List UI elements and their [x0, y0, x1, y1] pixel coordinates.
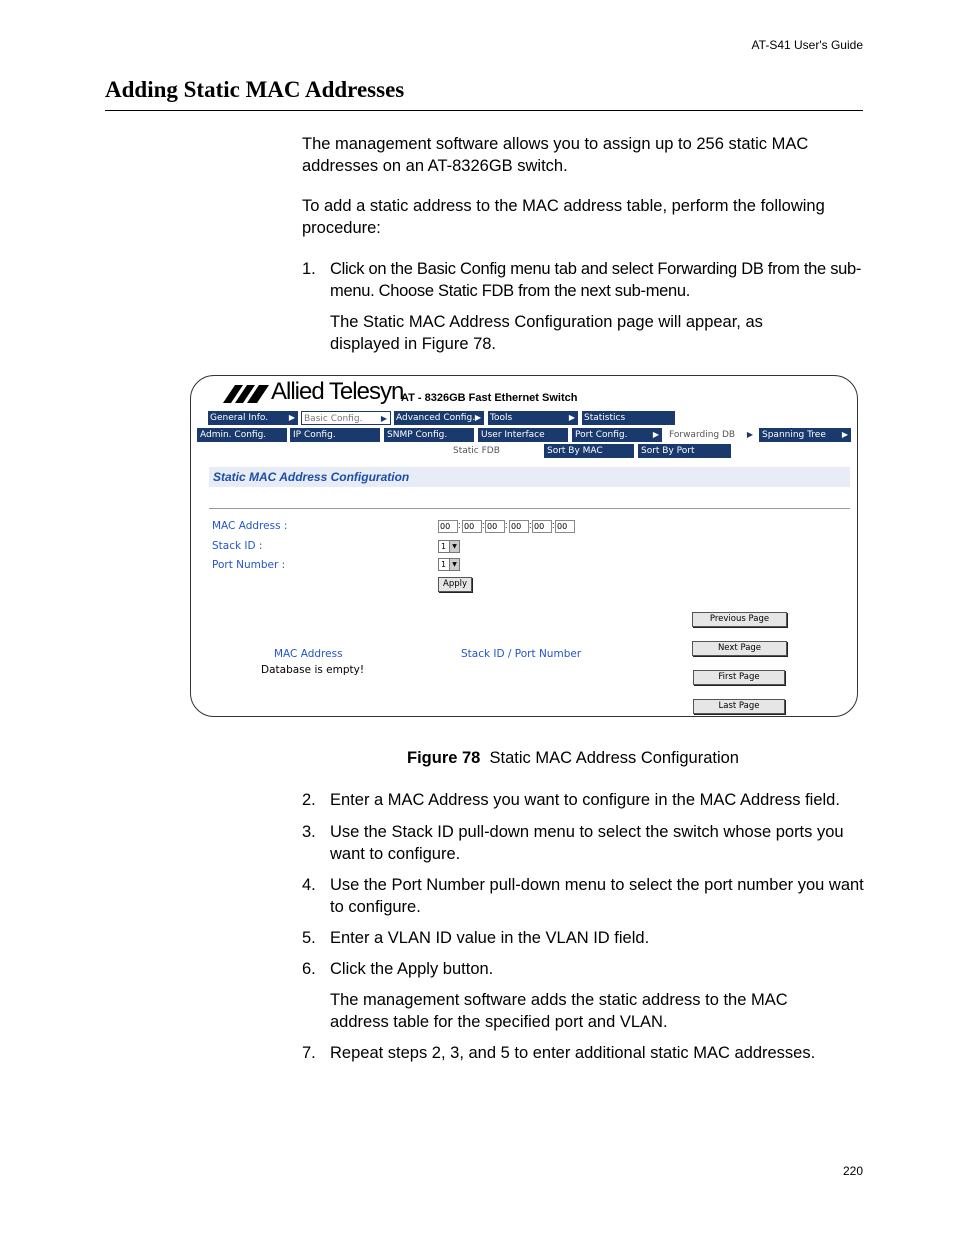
- last-page-button[interactable]: Last Page: [693, 699, 785, 714]
- figure-screenshot: [190, 375, 858, 717]
- arrow-right-icon: ▶: [841, 430, 848, 439]
- menu-label: General Info.: [210, 413, 269, 423]
- page-title: Static MAC Address Configuration: [213, 470, 410, 484]
- stack-id-label: Stack ID :: [212, 540, 263, 552]
- step-number: 7.: [302, 1044, 316, 1062]
- select-value: 1: [441, 542, 447, 551]
- port-number-select[interactable]: [438, 558, 460, 571]
- step-number: 2.: [302, 791, 316, 809]
- next-page-button[interactable]: Next Page: [692, 641, 787, 656]
- figure-caption-text: Static MAC Address Configuration: [489, 749, 739, 767]
- submenu-forwarding-db[interactable]: [666, 428, 756, 442]
- intro-paragraph: To add a static address to the MAC address table, perform the following procedure:: [302, 197, 825, 237]
- figure-label: Figure 78: [407, 749, 481, 767]
- submenu-ip-config[interactable]: IP Config.: [290, 428, 380, 442]
- empty-database-message: Database is empty!: [261, 664, 365, 676]
- submenu-static-fdb[interactable]: Static FDB: [450, 444, 540, 458]
- menu-label: Basic Config.: [304, 414, 363, 424]
- mac-octet-input[interactable]: 00: [485, 520, 505, 533]
- step-number: 5.: [302, 929, 316, 947]
- switch-model: AT - 8326GB Fast Ethernet Switch: [401, 392, 578, 404]
- submenu-user-interface[interactable]: User Interface: [478, 428, 568, 442]
- submenu-sort-by-port[interactable]: Sort By Port: [638, 444, 731, 458]
- step-note: The Static MAC Address Configuration page will appear, as displayed in Figure 78.: [330, 313, 763, 353]
- separator: :: [458, 520, 461, 530]
- step-text: Click the Apply button.: [330, 960, 494, 978]
- first-page-button[interactable]: First Page: [693, 670, 785, 685]
- menu-label: Tools: [490, 413, 513, 423]
- menu-label: Statistics: [584, 413, 626, 423]
- figure-caption: [407, 749, 739, 768]
- submenu-admin-config[interactable]: Admin. Config.: [197, 428, 287, 442]
- column-header-stack-port: Stack ID / Port Number: [461, 648, 582, 660]
- mac-octet-input[interactable]: 00: [555, 520, 575, 533]
- menu-label: Spanning Tree: [762, 430, 826, 440]
- column-header-mac-address: MAC Address: [274, 648, 343, 660]
- mac-octet-input[interactable]: 00: [509, 520, 529, 533]
- section-title: Adding Static MAC Addresses: [105, 77, 405, 102]
- step-text: Enter a MAC Address you want to configure in the MAC Address field.: [330, 791, 840, 809]
- menu-general-info[interactable]: [208, 411, 298, 425]
- separator: :: [482, 520, 485, 530]
- menu-advanced-config[interactable]: [394, 411, 484, 425]
- divider: [209, 508, 850, 509]
- arrow-right-icon: ▶: [652, 430, 659, 439]
- select-value: 1: [441, 560, 447, 569]
- mac-octet-input[interactable]: 00: [532, 520, 552, 533]
- previous-page-button[interactable]: Previous Page: [692, 612, 787, 627]
- arrow-right-icon: ▶: [568, 413, 575, 422]
- stack-id-select[interactable]: [438, 540, 460, 553]
- submenu-port-config[interactable]: [572, 428, 662, 442]
- menu-label: Advanced Config.: [396, 413, 476, 423]
- menu-label: Port Config.: [575, 430, 628, 440]
- port-number-label: Port Number :: [212, 559, 286, 571]
- running-head: AT-S41 User's Guide: [751, 38, 863, 52]
- page-number: 220: [842, 1164, 863, 1178]
- menu-tools[interactable]: [488, 411, 578, 425]
- title-rule: [105, 110, 863, 111]
- mac-address-label: MAC Address :: [212, 520, 288, 532]
- brand-logo: Allied Telesyn: [271, 378, 404, 405]
- submenu-spanning-tree[interactable]: [759, 428, 851, 442]
- step-note: The management software adds the static address to the MAC address table for the specified port and VLAN.: [330, 991, 788, 1031]
- chevron-down-icon: ▼: [449, 559, 459, 570]
- arrow-right-icon: ▶: [474, 413, 481, 422]
- menu-statistics[interactable]: [582, 411, 675, 425]
- step-text: Click on the Basic Config menu tab and select Forwarding DB from the sub-menu. Choose Static FDB from the next sub-menu.: [330, 260, 862, 300]
- mac-octet-input[interactable]: 00: [462, 520, 482, 533]
- mac-octet-input[interactable]: 00: [438, 520, 458, 533]
- separator: :: [529, 520, 532, 530]
- intro-paragraph: The management software allows you to assign up to 256 static MAC addresses on an AT-8326GB switch.: [302, 135, 809, 175]
- step-text: Enter a VLAN ID value in the VLAN ID field.: [330, 929, 650, 947]
- step-text: Repeat steps 2, 3, and 5 to enter additional static MAC addresses.: [330, 1044, 816, 1062]
- step-number: 1.: [302, 260, 316, 278]
- submenu-snmp-config[interactable]: SNMP Config.: [384, 428, 474, 442]
- step-number: 4.: [302, 876, 316, 894]
- chevron-down-icon: ▼: [449, 541, 459, 552]
- allied-telesyn-logo-mark: [223, 385, 269, 403]
- submenu-sort-by-mac[interactable]: Sort By MAC: [544, 444, 634, 458]
- separator: :: [505, 520, 508, 530]
- separator: :: [552, 520, 555, 530]
- step-number: 3.: [302, 823, 316, 841]
- step-text: Use the Stack ID pull-down menu to select the switch whose ports you want to configure.: [330, 823, 844, 863]
- menu-basic-config[interactable]: [301, 411, 391, 425]
- arrow-right-icon: ▶: [380, 414, 387, 423]
- menu-label: Forwarding DB: [669, 430, 736, 440]
- arrow-right-icon: ▶: [746, 430, 753, 439]
- apply-button[interactable]: Apply: [438, 577, 472, 592]
- step-number: 6.: [302, 960, 316, 978]
- step-text: Use the Port Number pull-down menu to select the port number you want to configure.: [330, 876, 864, 916]
- arrow-right-icon: ▶: [288, 413, 295, 422]
